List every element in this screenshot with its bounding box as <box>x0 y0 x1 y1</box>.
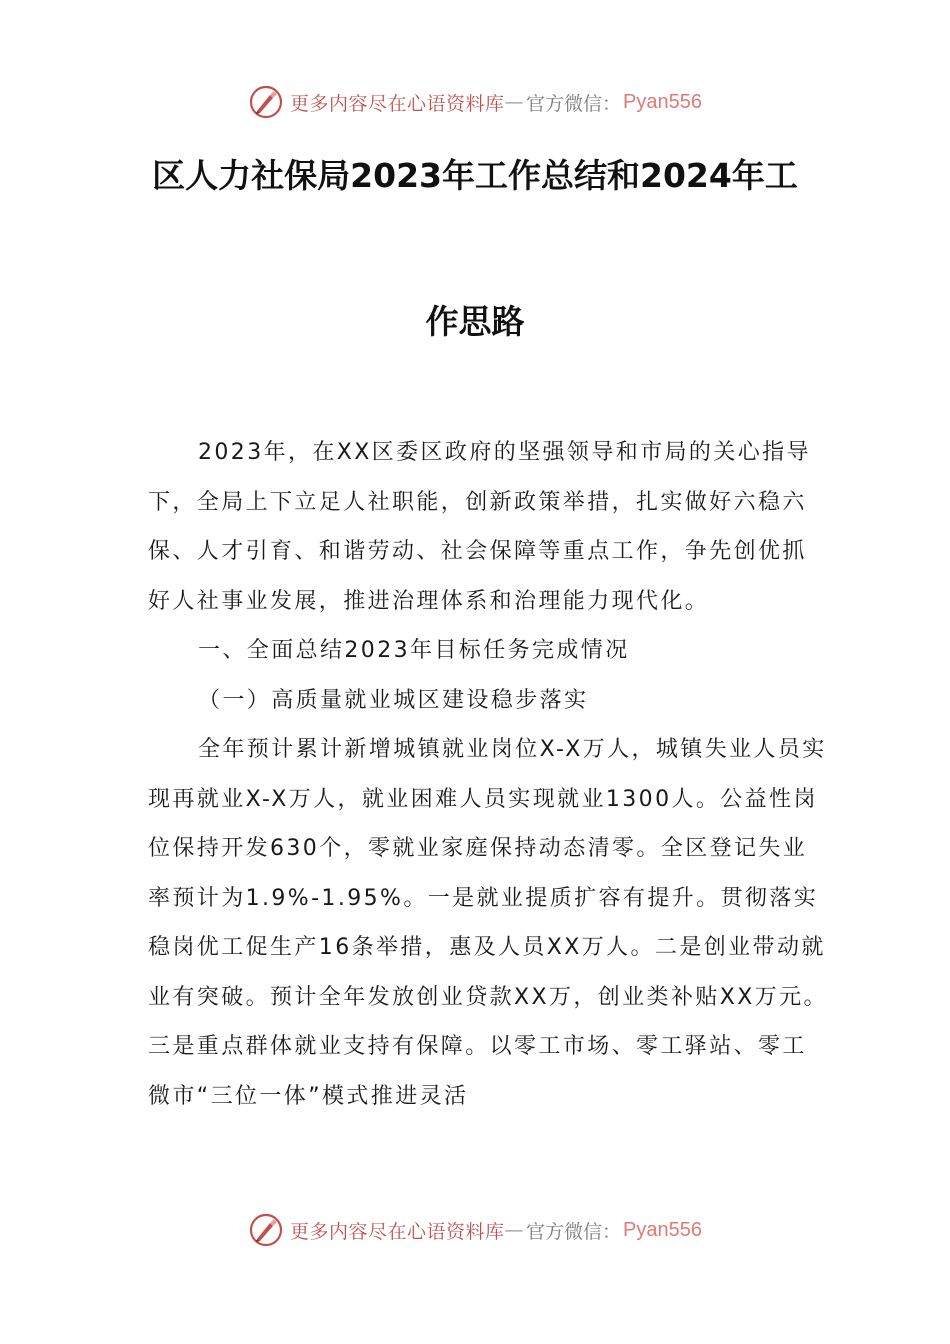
pen-logo-icon <box>248 84 284 120</box>
subsection-heading-1: （一）高质量就业城区建设稳步落实 <box>198 687 589 713</box>
section-heading-1: 一、全面总结2023年目标任务完成情况 <box>198 638 630 663</box>
document-title-line-2: 作思路 <box>425 302 525 341</box>
document-title-line-1: 区人力社保局2023年工作总结和2024年工 <box>152 156 798 195</box>
banner-wechat-label: 官方微信： <box>526 92 622 115</box>
banner-wechat-label: 官方微信： <box>526 1220 622 1243</box>
banner-dash: — <box>504 91 525 113</box>
paragraph-intro: 2023年，在XX区委区政府的坚强领导和市局的关心指导下，全局上下立足人社职能，创新政策举措，扎实做好六稳六保、人才引育、和谐劳动、社会保障等重点工作，争先创优抓好人社事业发展，推进治理体系和治理能力现代化。 <box>148 440 811 614</box>
pen-logo-icon <box>248 1212 284 1248</box>
footer-banner <box>0 1210 950 1250</box>
banner-dash: — <box>504 1219 525 1241</box>
banner-wechat-id: Pyan556 <box>623 90 702 113</box>
paragraph-employment: 全年预计累计新增城镇就业岗位X-X万人，城镇失业人员实现再就业X-X万人，就业困难人员实现就业1300人。公益性岗位保持开发630个，零就业家庭保持动态清零。全区登记失业率预计为1.9%-1.95%。一是就业提质扩容有提升。贯彻落实稳岗优工促生产16条举措，惠及人员XX万人。二是创业带动就业有突破。预计全年发放创业贷款XX万，创业类补贴XX万元。三是重点群体就业支持有保障。以零工市场、零工驿站、零工微市“三位一体”模式推进灵活 <box>148 737 828 1109</box>
banner-wechat-id: Pyan556 <box>623 1218 702 1241</box>
banner-text: 更多内容尽在心语资料库 <box>290 92 505 115</box>
document-body <box>148 428 828 1121</box>
header-banner <box>0 82 950 122</box>
banner-text: 更多内容尽在心语资料库 <box>290 1220 505 1243</box>
